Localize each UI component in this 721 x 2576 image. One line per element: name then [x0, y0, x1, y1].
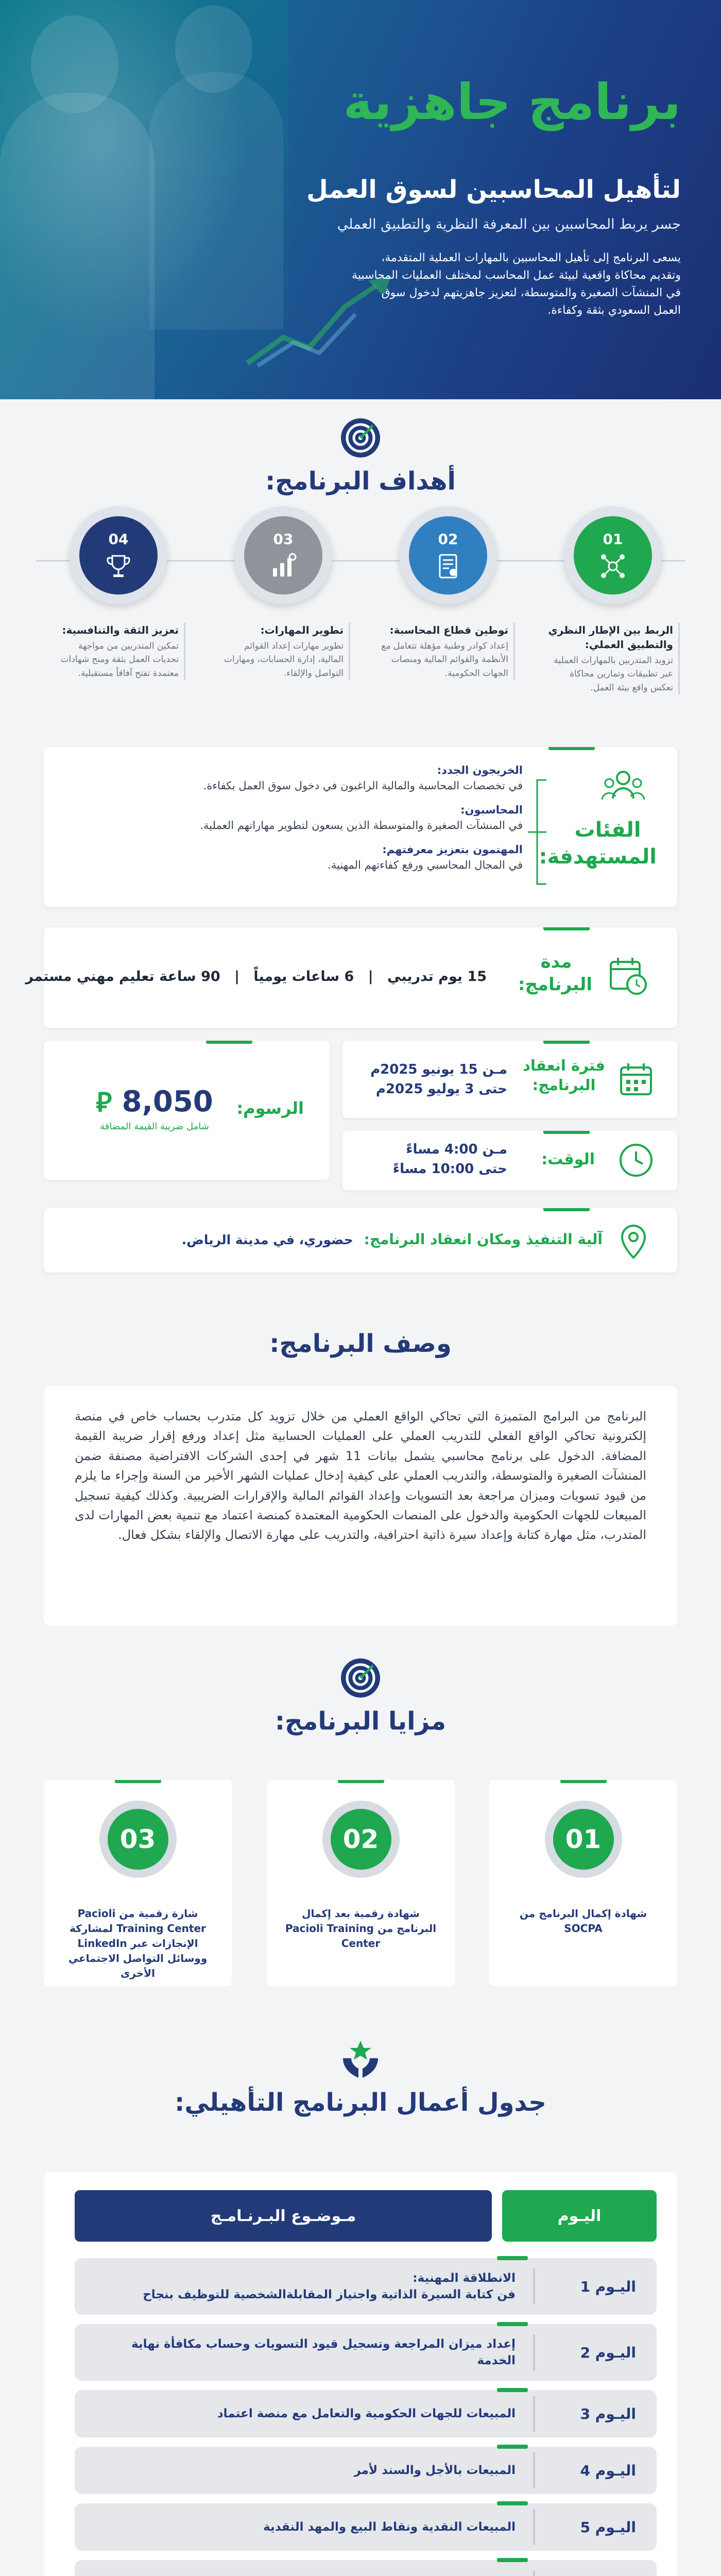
fees-label: الرسوم:: [236, 1098, 304, 1118]
location-value: حضوري، في مدينة الرياض.: [181, 1232, 353, 1247]
audience-item: المهتمون بتعزيز معرفتهم: في المجال المحاسبي ورفع كفاءتهم المهنية.: [328, 843, 523, 872]
goal-body: تزويد المتدربين بالمهارات العملية عبر تطبيقات وتمارين محاكاة تعكس واقع بيئة العمل.: [554, 655, 673, 693]
feature-text: شهادة إكمال البرنامج من SOCPA: [519, 1907, 647, 1935]
schedule-head-topic: مـوضـوع البـرنـامـج: [75, 2190, 492, 2242]
hero-subtitle: لتأهيل المحاسبين لسوق العمل: [306, 175, 681, 204]
schedule-topic-text: المبيعات للجهات الحكومية والتعامل مع منصة اعتماد: [217, 2406, 516, 2420]
feature-number: 02: [331, 1809, 391, 1870]
duration-label: مدة البرنامج:: [518, 952, 592, 995]
schedule-header: [0, 2038, 721, 2117]
schedule-day: اليـوم 5: [533, 2509, 657, 2545]
clock-icon: [618, 1142, 654, 1178]
schedule-topic: [75, 2519, 533, 2535]
duration-card: [25, 927, 677, 1028]
description-text: البرنامج من البرامج المتميزة التي تحاكي الواقع العملي من خلال تزويد كل متدرب بحساب خاص في منصة إلكترونية تحاكي الواقع الفعلي للتدريب العملي على العمليات الحسابية مثل إعداد ورفع إقرار ضريبة القيمة المضافة. الدخول على برنامج محاسبي يشمل بيانات 11 شهر في إحدى الشركات الافتراضية مصنفة ضمن المنشآت الصغيرة والمتوسطة، والتدريب العملي على كيفية إدخال عمليات الشهر الأخير من السنة وإجراء ما يلزم من قيود تسويات وميزان مراجعة بعد التسويات وإعداد القوائم المالية والإقرارات الضريبية. وكذلك كيفية تسجيل المبيعات للجهات الحكومية والدخول على المنصات الحكومية المعتمدة كمنصة اعتماد مع تنمية بعض المهارات لدى المتدرب، مثل مهارة كتابة وإعداد سيرة ذاتية احترافية، والتدريب على مهارة الاتصال والإلقاء بشكل فعال.: [75, 1409, 646, 1543]
schedule-row: [75, 2390, 657, 2437]
schedule-row: [75, 2324, 657, 2381]
features-title: مزايا البرنامج:: [274, 1707, 447, 1736]
period-card: [342, 1041, 677, 1118]
goal-number: 01: [603, 530, 623, 548]
goal-number: 03: [273, 530, 294, 548]
goal-item: [546, 506, 680, 694]
schedule-row: [75, 2447, 657, 2494]
goal-body: تمكين المتدربين من مواجهة تحديات العمل بثقة ومنح شهادات معتمدة تفتح آفاقاً مستقبلية.: [60, 641, 179, 679]
schedule-title: جدول أعمال البرنامج التأهيلي:: [175, 2088, 546, 2117]
schedule-topic-text: المبيعات النقدية ونقاط البيع والمهد النقدية: [263, 2520, 516, 2534]
feature-card: [489, 1780, 677, 1986]
location-pin-icon: [618, 1224, 649, 1260]
goals-row: [0, 506, 721, 723]
schedule-row: [75, 2503, 657, 2551]
goal-number: 02: [438, 530, 458, 548]
schedule-table: [44, 2172, 677, 2576]
goals-section: [0, 416, 721, 693]
description-box: [44, 1386, 677, 1625]
schedule-topic: [75, 2462, 533, 2479]
skills-chart-icon: [269, 552, 298, 581]
calendar-icon: [618, 1061, 654, 1097]
schedule-head-day: اليـوم: [502, 2190, 657, 2242]
audience-item: المحاسبون: في المنشآت الصغيرة والمتوسطة الذين يسعون لتطوير مهاراتهم العملية.: [200, 803, 523, 832]
period-to: حتى 3 يوليو 2025م: [375, 1081, 507, 1097]
audience-item: الخريجون الجدد: في تخصصات المحاسبة والمالية الراغبون في دخول سوق العمل بكفاءة.: [203, 764, 523, 792]
hero-tagline: جسر يربط المحاسبين بين المعرفة النظرية والتطبيق العملي: [337, 216, 681, 232]
schedule-topic-text: إعداد ميزان المراجعة وتسجيل قيود التسويات وحساب مكافأة نهاية الخدمة: [131, 2337, 516, 2367]
goals-title: أهداف البرنامج:: [265, 467, 456, 496]
riyal-icon: ⃁: [96, 1087, 112, 1118]
audience-icon: [600, 768, 646, 811]
schedule-topic-heading: الانطلاقة المهنية:: [413, 2271, 516, 2285]
schedule-day: اليـوم 4: [533, 2452, 657, 2488]
features-header: [0, 1656, 721, 1736]
bracket-icon: [528, 778, 548, 886]
audience-card: [44, 747, 677, 907]
feature-text: شهادة رقمية بعد إكمال البرنامج من Pacioli Training Center: [285, 1907, 437, 1950]
feature-number: 01: [553, 1809, 614, 1870]
goal-body: تطوير مهارات إعداد القوائم المالية، إدارة الحسابات، ومهارات التواصل والإلقاء.: [224, 641, 344, 679]
location-label: آلية التنفيذ ومكان انعقاد البرنامج:: [364, 1231, 603, 1248]
schedule-row: [75, 2560, 657, 2576]
goal-title: تعزيز الثقة والتنافسية:: [62, 624, 179, 636]
schedule-day: [533, 2570, 657, 2576]
duration-value: 15 يوم تدريبي | 6 ساعات يومياً | 90 ساعة تعليم مهني مستمر: [25, 969, 487, 985]
schedule-topic-text: المبيعات بالأجل والسند لأمر: [354, 2463, 516, 2477]
time-card: [342, 1131, 677, 1190]
goal-number: 04: [108, 530, 129, 548]
hands-star-icon: [339, 2038, 382, 2081]
hero-description: يسعى البرنامج إلى تأهيل المحاسبين بالمهارات العملية المتقدمة، وتقديم محاكاة واقعية لبيئة عمل المحاسب لمختلف العمليات المحاسبية في المنشآت الصغيرة والمتوسطة، لتعزيز جاهزيتهم لدخول سوق العمل السعودي بثقة وكفاءة.: [352, 251, 681, 317]
schedule-day: اليـوم 1: [533, 2268, 657, 2304]
hero-banner: [0, 0, 721, 399]
time-to: حتى 10:00 مساءً: [392, 1161, 507, 1177]
location-card: [44, 1208, 677, 1273]
target-icon: [339, 1656, 382, 1700]
goal-title: تطوير المهارات:: [260, 624, 344, 636]
feature-number: 03: [108, 1809, 168, 1870]
schedule-day: اليـوم 2: [533, 2334, 657, 2370]
goal-item: [216, 506, 350, 680]
network-icon: [598, 552, 627, 581]
fees-card: [44, 1041, 330, 1180]
schedule-day: اليـوم 3: [533, 2396, 657, 2432]
schedule-topic: [75, 2270, 533, 2303]
period-from: مـن 15 يونيو 2025م: [370, 1062, 507, 1077]
goal-item: [381, 506, 515, 680]
schedule-topic: [75, 2336, 533, 2369]
hero-title: برنامج جاهزية: [343, 73, 681, 131]
time-from: مـن 4:00 مساءً: [406, 1142, 507, 1157]
schedule-topic-text: فن كتابة السيرة الذاتية واجتياز المقابلةالشخصية للتوظيف بنجاح: [143, 2288, 516, 2301]
target-icon: [339, 416, 382, 460]
feature-card: [44, 1780, 232, 1986]
description-title: وصف البرنامج:: [269, 1329, 452, 1358]
goal-item: [52, 506, 185, 680]
goal-body: إعداد كوادر وطنية مؤهلة تتعامل مع الأنظمة والقوائم المالية ومنصات الجهات الحكومية.: [381, 641, 508, 679]
time-label: الوقت:: [541, 1150, 595, 1168]
goal-title: الربط بين الإطار النظري والتطبيق العملي:: [548, 624, 673, 651]
feature-text: شارة رقمية من Pacioli Training Center لمشاركة الإنجازات عبر LinkedIn ووسائل التواصل الاجتماعي الأخرى: [68, 1907, 208, 1979]
schedule-row: [75, 2258, 657, 2315]
document-icon: [434, 552, 462, 581]
feature-card: [267, 1780, 455, 1986]
fees-amount: ⃁ 8,050: [96, 1085, 213, 1118]
trophy-icon: [104, 552, 133, 581]
schedule-topic: [75, 2405, 533, 2422]
goal-title: توطين قطاع المحاسبة:: [389, 624, 508, 636]
period-label: فترة انعقاد البرنامج:: [523, 1057, 605, 1094]
audience-label: الفئات المستهدفة:: [539, 818, 657, 869]
fees-note: شامل ضريبة القيمة المضافة: [100, 1121, 209, 1132]
calendar-clock-icon: [608, 956, 649, 997]
